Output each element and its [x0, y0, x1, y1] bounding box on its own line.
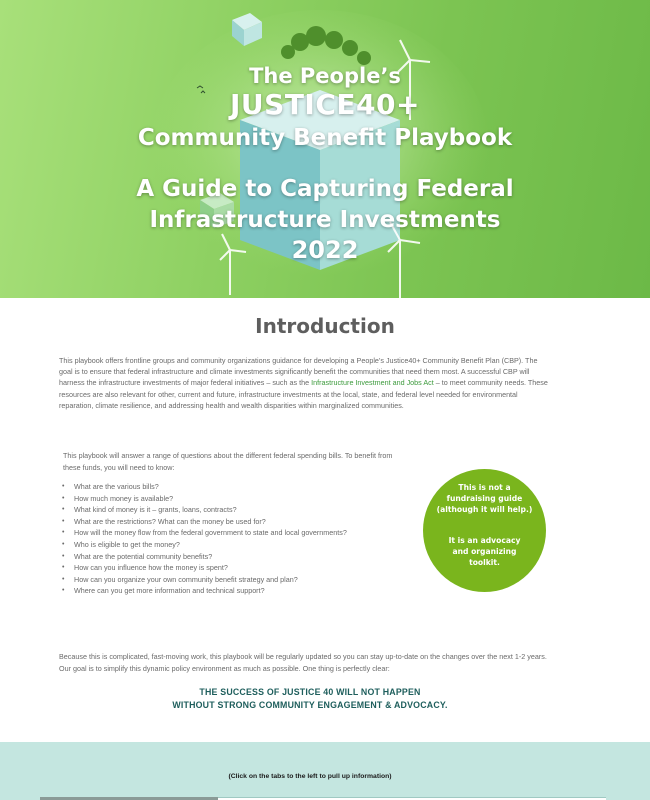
- callout-text-1: [423, 482, 546, 515]
- hero-year: 2022: [291, 236, 359, 264]
- list-item: • How can you organize your own community benefit strategy and plan?: [62, 574, 402, 586]
- list-item: • What kind of money is it – grants, loans, contracts?: [62, 504, 402, 516]
- hero-subtitle-line1: A Guide to Capturing Federal: [136, 176, 514, 202]
- intro-paragraph-1-a: This playbook offers frontline groups and community organizations guidance for developing a People’s Justice40+ Community Benefit Plan (CBP). The goal is to ensure that federal infrastructure and climate investments significantly benefit the communities that need them most. A successful CBP will harness the infrastructure investments of major federal initiatives – such as the: [59, 356, 538, 388]
- iija-link[interactable]: Infrastructure Investment and Jobs Act: [311, 378, 434, 388]
- hero-line-peoples: The People’s: [249, 64, 401, 88]
- list-item: • What are the various bills?: [62, 481, 402, 493]
- hero-banner: [0, 0, 650, 298]
- callout-text-2a: It is an advocacy: [448, 536, 521, 545]
- list-item: • Where can you get more information and technical support?: [62, 585, 402, 597]
- hero-subtitle: [0, 174, 650, 236]
- callout-text-1b: fundraising guide: [446, 494, 523, 503]
- intro-paragraph-2: This playbook will answer a range of questions about the different federal spending bills. To benefit from these funds, you will need to know:: [63, 451, 393, 472]
- closing-statement: [0, 686, 620, 711]
- list-item: • What are the potential community benefits?: [62, 551, 402, 563]
- intro-paragraph-1: [59, 355, 551, 411]
- hero-subtitle-line2: Infrastructure Investments: [149, 207, 501, 233]
- list-item: • How can you influence how the money is spent?: [62, 562, 402, 574]
- page-title: Introduction: [255, 314, 395, 338]
- closing-line-1: THE SUCCESS OF JUSTICE 40 WILL NOT HAPPEN: [199, 687, 421, 697]
- hero-line-playbook: Community Benefit Playbook: [137, 125, 513, 151]
- tabs-section: [0, 742, 650, 800]
- callout-text-2: [423, 535, 546, 568]
- list-item: • Who is eligible to get the money?: [62, 539, 402, 551]
- list-item: • What are the restrictions? What can the money be used for?: [62, 516, 402, 528]
- question-list: [62, 481, 402, 597]
- callout-text-1a: This is not a: [458, 483, 511, 492]
- list-item: • How much money is available?: [62, 493, 402, 505]
- callout-text-1c: (although it will help.): [436, 505, 533, 514]
- intro-paragraph-1-b: – to meet community needs. These resources are also relevant for other, current and future, infrastructure investments at the local, state, and federal level needed for environmental reparation, climate resilience, and addressing health and wealth disparities within marginalized communities.: [59, 378, 548, 410]
- callout-circle: [423, 469, 546, 592]
- callout-text-2b: and organizing: [452, 547, 517, 556]
- closing-line-2: WITHOUT STRONG COMMUNITY ENGAGEMENT & ADVOCACY.: [172, 699, 448, 710]
- intro-paragraph-3: Because this is complicated, fast-moving work, this playbook will be regularly updated so you can stay up-to-date on the changes over the next 1-2 years. Our goal is to simplify this dynamic policy environment as much as possible. One thing is perfectly clear:: [59, 652, 547, 673]
- list-item: • How will the money flow from the federal government to state and local governments?: [62, 527, 402, 539]
- tabs-instruction: (Click on the tabs to the left to pull up information): [228, 773, 392, 780]
- hero-line-justice40: JUSTICE40+: [230, 88, 420, 121]
- callout-text-2c: toolkit.: [469, 558, 500, 567]
